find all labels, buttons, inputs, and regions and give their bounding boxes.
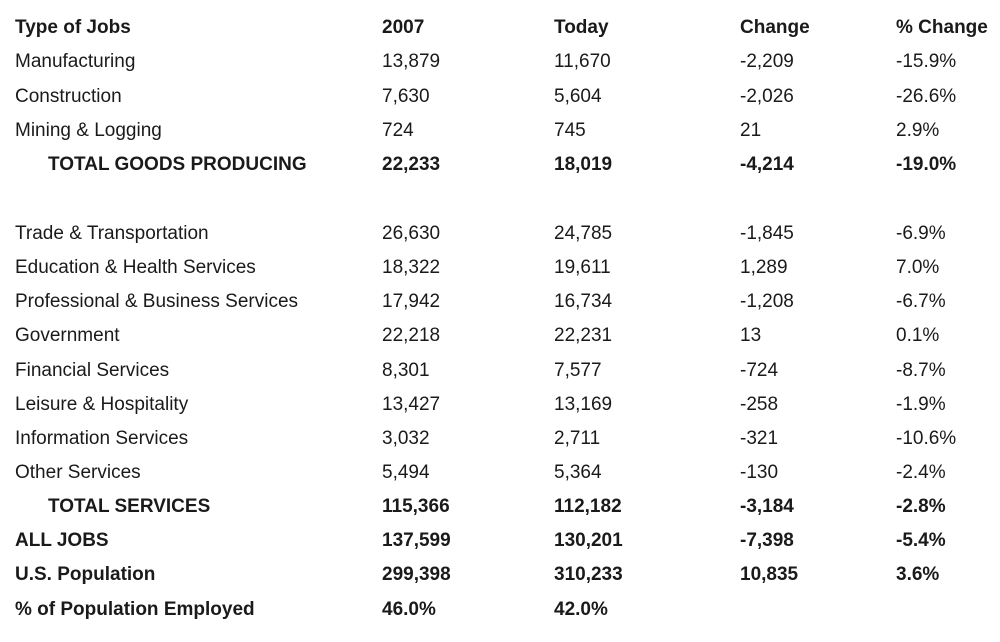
row-2007: 26,630: [382, 223, 441, 244]
row-today: 42.0%: [554, 599, 608, 620]
row-pct-change: 3.6%: [896, 564, 940, 585]
row-change: -4,214: [740, 154, 794, 175]
row-pct-change: -6.9%: [896, 223, 946, 244]
table-row: [0, 217, 1000, 251]
header-2007: 2007: [382, 17, 425, 38]
row-2007: 13,427: [382, 394, 441, 415]
row-pct-change: -26.6%: [896, 86, 957, 107]
table-row: [0, 422, 1000, 456]
row-today: 24,785: [554, 223, 613, 244]
row-label: Construction: [15, 86, 122, 107]
table-row: [0, 80, 1000, 114]
row-change: -2,209: [740, 51, 794, 72]
row-label: Trade & Transportation: [15, 223, 209, 244]
row-today: 5,604: [554, 86, 602, 107]
row-2007: 724: [382, 120, 414, 141]
row-label: Financial Services: [15, 360, 170, 381]
row-2007: 8,301: [382, 360, 430, 381]
table-row: [0, 319, 1000, 353]
row-today: 19,611: [554, 257, 611, 278]
row-label: TOTAL SERVICES: [48, 496, 211, 517]
row-pct-change: -1.9%: [896, 394, 946, 415]
row-label: ALL JOBS: [15, 530, 109, 551]
table-row: [0, 251, 1000, 285]
row-change: -258: [740, 394, 779, 415]
row-today: 310,233: [554, 564, 623, 585]
row-2007: 5,494: [382, 462, 430, 483]
row-2007: 17,942: [382, 291, 441, 312]
table-row: [0, 456, 1000, 490]
header-today: Today: [554, 17, 609, 38]
row-pct-change: -8.7%: [896, 360, 946, 381]
row-pct-change: -19.0%: [896, 154, 957, 175]
row-change: -7,398: [740, 530, 794, 551]
row-pct-change: -5.4%: [896, 530, 946, 551]
row-label: Mining & Logging: [15, 120, 162, 141]
row-2007: 18,322: [382, 257, 441, 278]
table-header-row: [0, 11, 1000, 45]
row-label: Other Services: [15, 462, 141, 483]
row-change: -130: [740, 462, 779, 483]
row-change: -321: [740, 428, 779, 449]
row-pct-change: -15.9%: [896, 51, 957, 72]
row-2007: 7,630: [382, 86, 430, 107]
row-change: 10,835: [740, 564, 799, 585]
table-row: [0, 285, 1000, 319]
row-today: 130,201: [554, 530, 623, 551]
row-change: 1,289: [740, 257, 788, 278]
row-label: U.S. Population: [15, 564, 156, 585]
row-pct-change: -10.6%: [896, 428, 957, 449]
row-pct-change: -2.4%: [896, 462, 946, 483]
total-row: [0, 490, 1000, 524]
row-today: 22,231: [554, 325, 613, 346]
row-change: -3,184: [740, 496, 794, 517]
row-2007: 22,218: [382, 325, 441, 346]
row-2007: 137,599: [382, 530, 451, 551]
employed-row: [0, 593, 1000, 627]
row-pct-change: -2.8%: [896, 496, 946, 517]
table-row: [0, 45, 1000, 79]
row-2007: 22,233: [382, 154, 441, 175]
row-today: 7,577: [554, 360, 602, 381]
row-2007: 299,398: [382, 564, 451, 585]
row-today: 2,711: [554, 428, 601, 449]
row-change: -724: [740, 360, 779, 381]
row-today: 11,670: [554, 51, 611, 72]
row-change: -2,026: [740, 86, 794, 107]
row-change: 13: [740, 325, 762, 346]
row-2007: 46.0%: [382, 599, 436, 620]
row-pct-change: 2.9%: [896, 120, 940, 141]
row-today: 5,364: [554, 462, 602, 483]
row-pct-change: 0.1%: [896, 325, 940, 346]
row-pct-change: 7.0%: [896, 257, 940, 278]
header-type-of-jobs: Type of Jobs: [15, 17, 131, 38]
row-label: Professional & Business Services: [15, 291, 299, 312]
total-row: [0, 524, 1000, 558]
row-change: -1,845: [740, 223, 794, 244]
table-row: [0, 114, 1000, 148]
row-2007: 13,879: [382, 51, 441, 72]
header-change: Change: [740, 17, 810, 38]
row-today: 18,019: [554, 154, 613, 175]
row-label: % of Population Employed: [15, 599, 255, 620]
row-2007: 115,366: [382, 496, 450, 517]
row-label: Information Services: [15, 428, 189, 449]
row-today: 16,734: [554, 291, 613, 312]
row-label: TOTAL GOODS PRODUCING: [48, 154, 307, 175]
row-label: Leisure & Hospitality: [15, 394, 189, 415]
row-label: Education & Health Services: [15, 257, 256, 278]
header-pct-change: % Change: [896, 17, 988, 38]
row-change: 21: [740, 120, 762, 141]
table-row: [0, 388, 1000, 422]
total-row: [0, 148, 1000, 182]
row-pct-change: -6.7%: [896, 291, 946, 312]
row-change: -1,208: [740, 291, 794, 312]
row-today: 745: [554, 120, 586, 141]
row-today: 13,169: [554, 394, 613, 415]
row-label: Manufacturing: [15, 51, 136, 72]
population-row: [0, 558, 1000, 592]
row-2007: 3,032: [382, 428, 430, 449]
table-row: [0, 354, 1000, 388]
row-label: Government: [15, 325, 120, 346]
row-today: 112,182: [554, 496, 622, 517]
